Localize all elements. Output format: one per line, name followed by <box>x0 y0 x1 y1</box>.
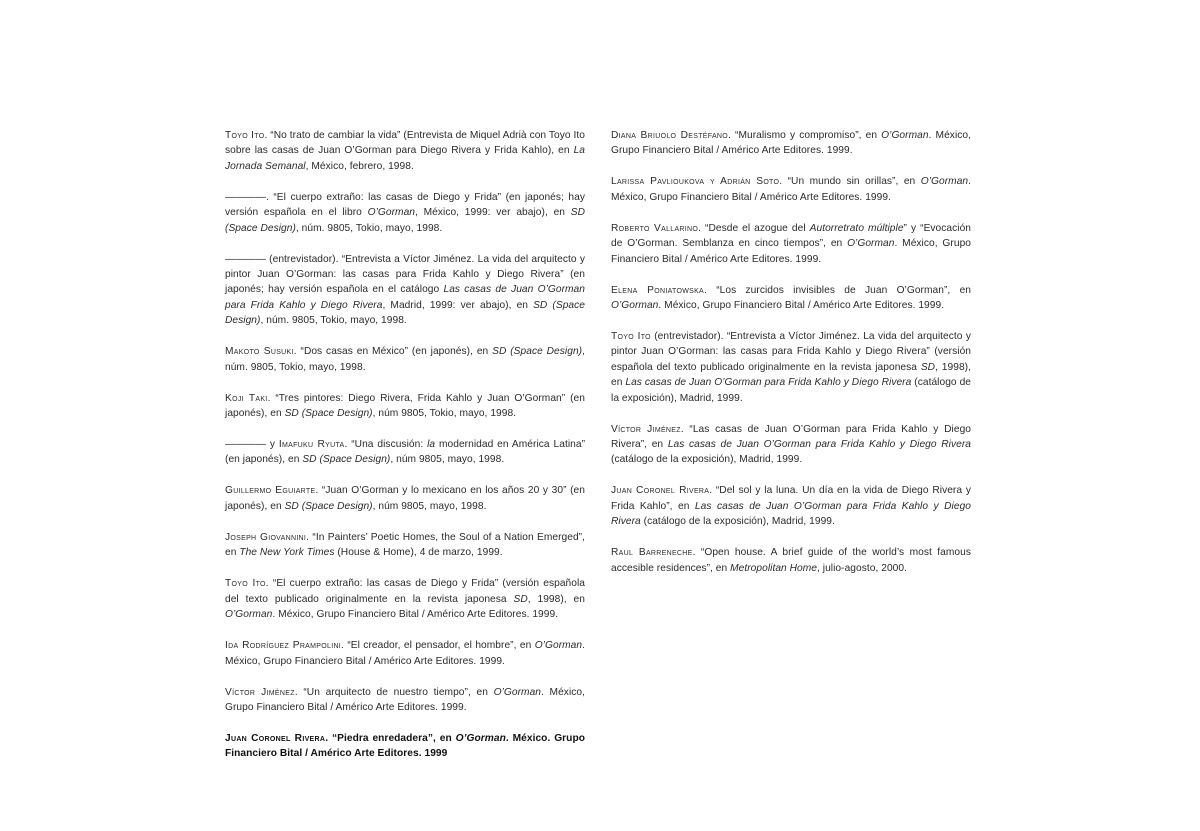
entry-text: . “Los zurcidos invisibles de Juan O’Gorman”, en <box>704 284 972 296</box>
bibliography-entry <box>225 128 585 174</box>
entry-title-italic: O’Gorman <box>455 732 506 744</box>
entry-title-italic: SD (Space Design) <box>225 207 586 234</box>
entry-text: , núm 9805, mayo, 1998. <box>390 454 505 466</box>
entry-title-italic: O’Gorman <box>493 686 541 698</box>
bibliography-entry <box>611 174 971 205</box>
bibliography-entry <box>225 731 585 762</box>
bibliography-entry <box>225 190 585 236</box>
bibliography-entry <box>225 576 585 622</box>
entry-text: (catálogo de la exposición), Madrid, 1999. <box>611 377 971 404</box>
entry-text: , 1998), en <box>527 593 585 605</box>
entry-text: modernidad en América Latina” (en japonés), en <box>225 439 586 466</box>
entry-title-italic: Las casas de Juan O’Gorman para Frida Kahlo y Diego Rivera <box>625 377 912 389</box>
entry-text: (catálogo de la exposición), Madrid, 1999. <box>611 454 803 466</box>
bibliography-entry <box>225 391 585 422</box>
entry-text: (catálogo de la exposición), Madrid, 1999. <box>640 516 835 528</box>
entry-text: , núm. 9805, Tokio, mayo, 1998. <box>225 346 585 373</box>
entry-text: . “El cuerpo extraño: las casas de Diego y Frida” (versión española del texto publicado originalmente en la revista japonesa <box>225 578 586 605</box>
entry-text: ” y “Evocación de O’Gorman. Semblanza en cinco tiempos”, en <box>611 222 972 250</box>
entry-author: Joseph Giovannini <box>225 531 307 543</box>
entry-title-italic: SD (Space Design) <box>225 299 585 327</box>
entry-author: Juan Coronel Rivera <box>225 732 326 744</box>
entry-text: . México, Grupo Financiero Bital / Américo Arte Editores. 1999. <box>225 686 586 713</box>
entry-title-italic: SD <box>513 593 528 605</box>
entry-title-italic: SD (Space Design) <box>284 500 373 512</box>
entry-text: . México. Grupo Financiero Bital / Américo Arte Editores. 1999 <box>225 732 586 760</box>
entry-text: . “Dos casas en México” (en japonés), en <box>293 346 493 358</box>
bibliography-entry <box>611 221 971 267</box>
entry-author: Toyo Ito <box>225 578 266 590</box>
entry-title-italic: SD (Space Design) <box>284 408 373 420</box>
entry-author: Víctor Jiménez <box>225 686 295 698</box>
entry-text: . “Piedra enredadera”, en <box>325 732 456 744</box>
entry-title-italic: O’Gorman <box>367 207 415 219</box>
entry-text: , 1998), en <box>611 361 971 389</box>
entry-author: Raul Barreneche <box>611 547 693 559</box>
entry-author: Toyo Ito <box>225 130 265 141</box>
bibliography-column-left <box>225 128 585 777</box>
entry-title-italic: Las casas de Juan O’Gorman para Frida Kahlo y Diego Rivera <box>667 439 971 451</box>
bibliography-entry <box>225 252 585 329</box>
entry-text: . México, Grupo Financiero Bital / Américo Arte Editores. 1999. <box>272 609 559 621</box>
entry-text: , núm 9805, mayo, 1998. <box>372 500 487 512</box>
entry-text: . “El creador, el pensador, el hombre”, en <box>341 640 535 652</box>
entry-text: (House & Home), 4 de marzo, 1999. <box>334 547 503 559</box>
entry-text: , julio-agosto, 2000. <box>817 562 907 574</box>
entry-text: . “Las casas de Juan O’Gorman para Frida Kahlo y Diego Rivera”, en <box>611 423 971 451</box>
entry-title-italic: SD (Space Design) <box>302 454 391 466</box>
entry-text: . “Del sol y la luna. Un día en la vida de Diego Rivera y Frida Kahlo”, en <box>611 485 971 512</box>
entry-title-italic: Metropolitan Home <box>730 562 818 574</box>
entry-title-italic: O’Gorman <box>225 609 273 621</box>
entry-title-italic: The New York Times <box>239 547 335 559</box>
entry-author: Víctor Jiménez <box>611 423 681 435</box>
bibliography-entry <box>225 530 585 561</box>
bibliography-entry <box>611 128 971 159</box>
entry-text: , México, 1999: ver abajo), en <box>415 207 571 219</box>
entry-text: . “Muralismo y compromiso”, en <box>728 130 882 141</box>
bibliography-entry <box>225 437 585 468</box>
entry-text: . “Tres pintores: Diego Rivera, Frida Kahlo y Juan O’Gorman” (en japonés), en <box>225 392 585 420</box>
entry-author: Roberto Vallarino <box>611 222 699 234</box>
bibliography-entry <box>611 483 971 529</box>
entry-text: . México, Grupo Financiero Bital / Américo Arte Editores. 1999. <box>611 176 972 203</box>
entry-text: . “In Painters’ Poetic Homes, the Soul of a Nation Emerged”, en <box>225 531 586 559</box>
entry-author: Toyo Ito <box>611 331 651 343</box>
entry-text: . “Juan O’Gorman y lo mexicano en los años 20 y 30” (en japonés), en <box>225 485 585 512</box>
entry-author: Makoto Susuki <box>225 346 294 358</box>
bibliography-entry <box>225 344 585 375</box>
entry-text: . México, Grupo Financiero Bital / Américo Arte Editores. 1999. <box>658 300 945 312</box>
entry-text: , núm. 9805, Tokio, mayo, 1998. <box>295 222 443 234</box>
entry-title-italic: O’Gorman <box>847 238 895 250</box>
entry-text: . “Open house. A brief guide of the world’s most famous accesible residences”, en <box>611 547 971 574</box>
bibliography-entry <box>611 422 971 468</box>
bibliography-column-right <box>611 128 971 592</box>
entry-text: . “Un mundo sin orillas”, en <box>779 176 921 188</box>
bibliography-entry <box>611 283 971 314</box>
entry-text: (entrevistador). “Entrevista a Víctor Jiménez. La vida del arquitecto y pintor Juan O’Gorman: las casas para Frida Kahlo y Diego Rivera” (versión española del texto publicado originalmente en la revista japonesa <box>611 331 971 373</box>
entry-text: ———— (entrevistador). “Entrevista a Víctor Jiménez. La vida del arquitecto y pintor Juan O’Gorman: las casas para Frida Kahlo y Diego Rivera” (en japonés; hay versión española en el catálogo <box>225 253 585 296</box>
entry-author: Juan Coronel Rivera <box>611 485 710 497</box>
entry-author: Imafuku Ryuta <box>278 439 345 451</box>
entry-title-italic: Las casas de Juan O’Gorman para Frida Kahlo y Diego Rivera <box>611 500 971 528</box>
entry-text: . “Desde el azogue del <box>698 222 810 234</box>
entry-title-italic: Autorretrato múltiple <box>809 222 904 234</box>
entry-title-italic: la <box>427 439 436 451</box>
entry-text: , núm 9805, Tokio, mayo, 1998. <box>372 408 517 420</box>
entry-text: ————. “El cuerpo extraño: las casas de Diego y Frida” (en japonés; hay versión española en el libro <box>225 191 585 219</box>
entry-author: Guillermo Eguiarte <box>225 485 316 497</box>
entry-author: Larissa Pavlioukova y Adrián Soto <box>611 176 780 188</box>
entry-text: ———— y <box>225 439 279 451</box>
entry-title-italic: SD (Space Design) <box>492 346 583 358</box>
entry-text: . México, Grupo Financiero Bital / Américo Arte Editores. 1999. <box>611 130 971 157</box>
entry-text: , Madrid, 1999: ver abajo), en <box>382 299 534 311</box>
entry-title-italic: O’Gorman <box>881 130 929 141</box>
entry-text: , México, febrero, 1998. <box>305 160 414 172</box>
entry-title-italic: O’Gorman <box>611 300 659 312</box>
entry-title-italic: Las casas de Juan O’Gorman para Frida Kahlo y Diego Rivera <box>225 284 585 311</box>
bibliography-entry <box>611 545 971 576</box>
bibliography-entry <box>225 685 585 716</box>
entry-title-italic: SD <box>920 361 936 373</box>
entry-text: . “Una discusión: <box>344 439 428 451</box>
entry-title-italic: La Jornada Semanal <box>225 145 585 172</box>
entry-text: . México, Grupo Financiero Bital / Américo Arte Editores. 1999. <box>611 238 971 265</box>
entry-text: , núm. 9805, Tokio, mayo, 1998. <box>260 315 407 327</box>
entry-title-italic: O’Gorman <box>534 640 583 652</box>
bibliography-entry <box>225 483 585 514</box>
bibliography-entry <box>611 329 971 406</box>
entry-text: . México, Grupo Financiero Bital / Américo Arte Editores. 1999. <box>225 640 585 667</box>
entry-author: Diana Briuolo Destéfano <box>611 130 729 141</box>
bibliography-entry <box>225 638 585 669</box>
entry-text: . “Un arquitecto de nuestro tiempo”, en <box>294 686 494 698</box>
entry-text: . “No trato de cambiar la vida” (Entrevista de Miquel Adrià con Toyo Ito sobre las casas de Juan O’Gorman para Diego Rivera y Frida Kahlo), en <box>225 130 586 157</box>
entry-author: Elena Poniatowska <box>611 284 705 296</box>
entry-author: Ida Rodríguez Prampolini <box>225 640 342 652</box>
entry-title-italic: O’Gorman <box>920 176 969 188</box>
entry-author: Koji Taki <box>225 392 268 404</box>
